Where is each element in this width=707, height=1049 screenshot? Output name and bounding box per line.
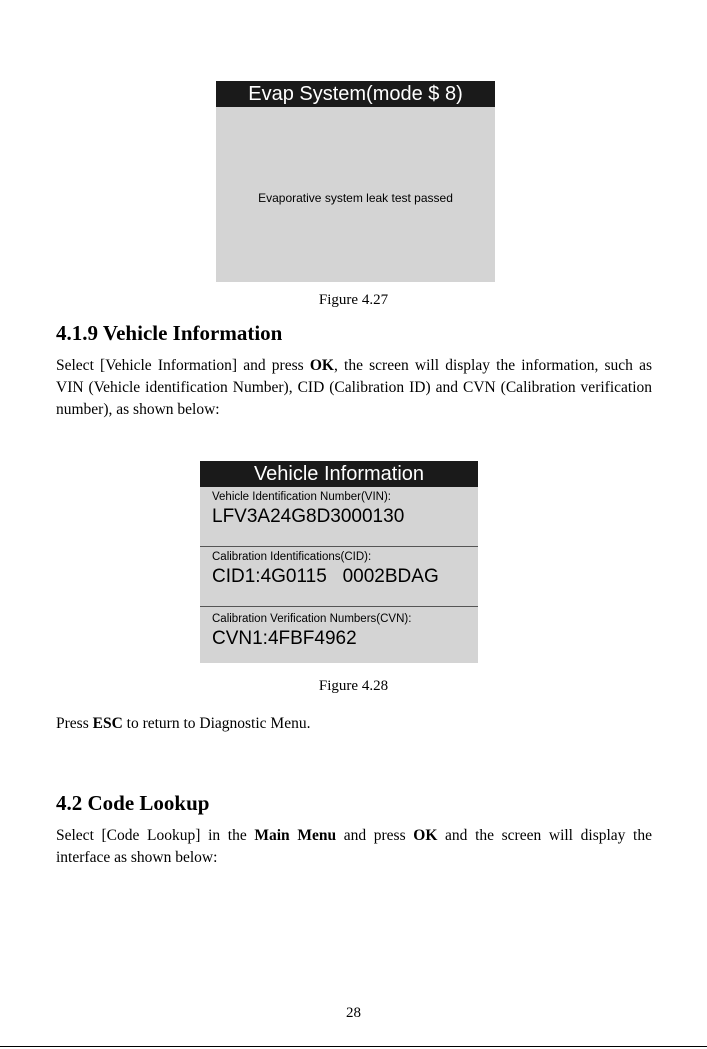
- figure-4-27-caption: Figure 4.27: [318, 292, 389, 308]
- section-4-1-9-heading: 4.1.9 Vehicle Information: [56, 321, 283, 345]
- section-4-2-paragraph: [56, 825, 652, 869]
- vin-value: LFV3A24G8D3000130: [212, 506, 405, 527]
- bottom-rule: [0, 1046, 707, 1047]
- para-text: Select [Code Lookup] in the: [56, 827, 255, 844]
- para-bold-main-menu: Main Menu: [254, 827, 337, 844]
- evap-screen-title: Evap System(mode $ 8): [216, 81, 495, 107]
- evap-system-screen: [216, 81, 495, 282]
- para-bold-ok: OK: [413, 827, 438, 844]
- vin-section: [200, 490, 478, 528]
- para-text: and the screen will display the interface as shown below:: [56, 827, 652, 866]
- section-4-2-heading: 4.2 Code Lookup: [56, 791, 210, 815]
- para-text: Select [Vehicle Information] and press: [56, 357, 310, 374]
- divider: [200, 606, 478, 607]
- vehicle-info-title: Vehicle Information: [200, 461, 478, 487]
- esc-text: Press: [56, 715, 93, 732]
- page-number: 28: [346, 1005, 361, 1021]
- press-esc-line: [56, 713, 652, 735]
- cvn-section: [200, 612, 478, 650]
- para-text: , the screen will display the information, such as VIN (Vehicle identification Number), CID (Calibration ID) and CVN (Calibration verification number), as shown below:: [56, 357, 652, 418]
- esc-text: to return to Diagnostic Menu.: [122, 715, 311, 732]
- figure-4-28-caption: Figure 4.28: [318, 678, 389, 694]
- cvn-label: Calibration Verification Numbers(CVN):: [212, 613, 412, 625]
- evap-screen-message: Evaporative system leak test passed: [258, 191, 453, 205]
- vehicle-information-screen: [200, 461, 478, 663]
- cvn-value: CVN1:4FBF4962: [212, 628, 357, 649]
- vin-label: Vehicle Identification Number(VIN):: [212, 491, 391, 503]
- para-bold-ok: OK: [309, 357, 334, 374]
- cid-label: Calibration Identifications(CID):: [212, 551, 372, 563]
- divider: [200, 546, 478, 547]
- section-4-1-9-paragraph: [56, 355, 652, 421]
- esc-bold: ESC: [92, 715, 123, 732]
- para-text: and press: [336, 827, 414, 844]
- cid-section: [200, 550, 478, 588]
- cid-value: CID1:4G0115 0002BDAG: [212, 566, 439, 587]
